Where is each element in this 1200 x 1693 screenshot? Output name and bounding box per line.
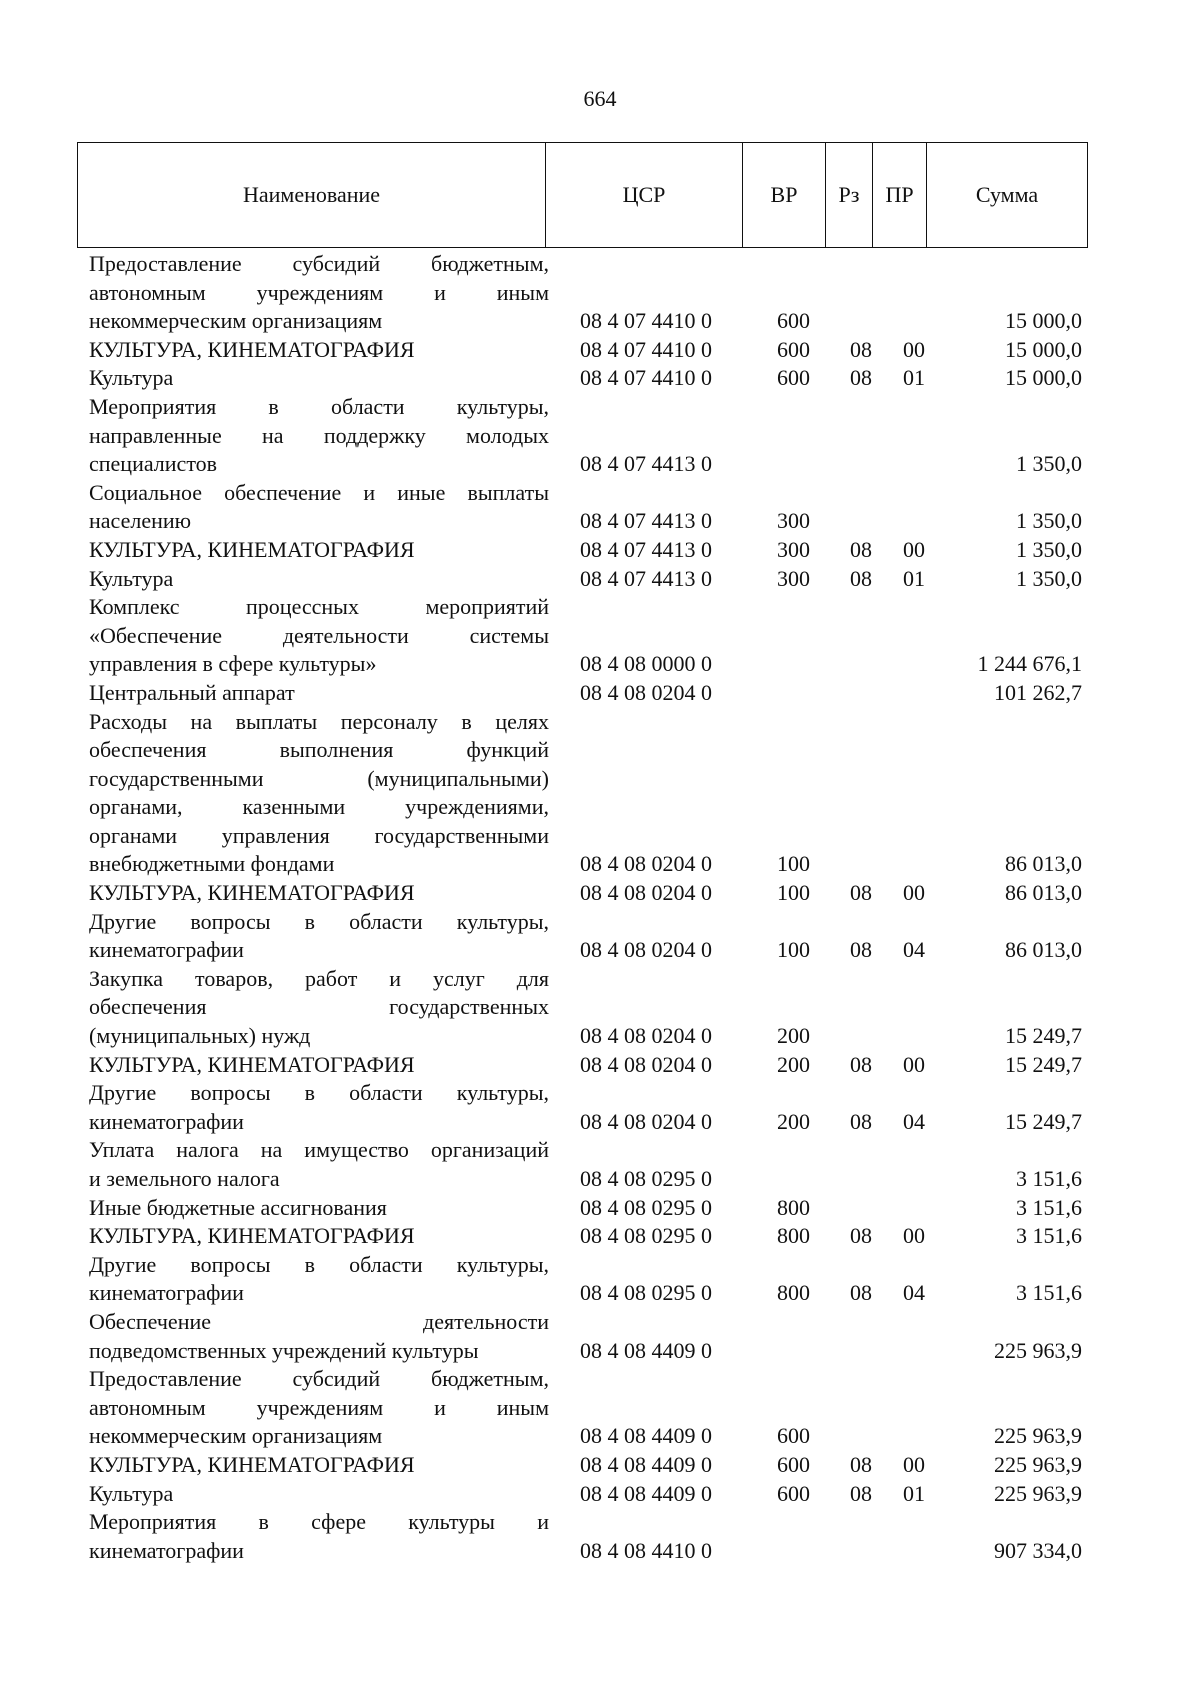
- row-sum: 1 244 676,1: [977, 651, 1082, 677]
- table-row: [0, 708, 1200, 880]
- table-row: [0, 1136, 1200, 1193]
- row-pr: 01: [903, 365, 925, 391]
- row-rz: 08: [850, 365, 872, 391]
- row-pr: 00: [903, 536, 925, 562]
- row-sum: 3 151,6: [1016, 1280, 1082, 1306]
- row-rz: 08: [850, 1051, 872, 1077]
- row-name: [89, 1508, 549, 1565]
- row-csr: 08 4 08 4409 0: [580, 1451, 712, 1477]
- row-name-line: Другие вопросы в области культуры,: [89, 1251, 549, 1277]
- table-row: [0, 250, 1200, 336]
- row-vr: 300: [777, 565, 810, 591]
- row-csr: 08 4 07 4413 0: [580, 508, 712, 534]
- row-pr: 01: [903, 565, 925, 591]
- row-csr: 08 4 08 0204 0: [580, 851, 712, 877]
- row-name-line: Обеспечение деятельности: [89, 1308, 549, 1334]
- page-number: 664: [583, 86, 617, 111]
- table-body: [0, 250, 1200, 1565]
- row-csr: 08 4 08 4409 0: [580, 1337, 712, 1363]
- row-name: [89, 1308, 549, 1365]
- row-name-line: населению: [89, 508, 192, 534]
- row-sum: 225 963,9: [994, 1337, 1082, 1363]
- row-name-line: автономным учреждениям и иным: [89, 279, 549, 305]
- row-name-line: Иные бюджетные ассигнования: [89, 1194, 387, 1220]
- row-csr: 08 4 07 4410 0: [580, 308, 712, 334]
- row-rz: 08: [850, 1451, 872, 1477]
- row-sum: 1 350,0: [1016, 508, 1082, 534]
- row-name-line: Закупка товаров, работ и услуг для: [89, 965, 549, 991]
- row-name: [89, 593, 549, 679]
- row-name: [89, 1194, 549, 1223]
- table-row: [0, 1508, 1200, 1565]
- row-csr: 08 4 08 0295 0: [580, 1280, 712, 1306]
- row-name-line: подведомственных учреждений культуры: [89, 1337, 479, 1363]
- row-rz: 08: [850, 1108, 872, 1134]
- row-rz: 08: [850, 1280, 872, 1306]
- table-header: [77, 142, 1088, 248]
- row-sum: 225 963,9: [994, 1423, 1082, 1449]
- row-name-line: Культура: [89, 365, 174, 391]
- row-sum: 86 013,0: [1005, 880, 1082, 906]
- row-name-line: Другие вопросы в области культуры,: [89, 1080, 549, 1106]
- row-sum: 1 350,0: [1016, 565, 1082, 591]
- table-row: [0, 536, 1200, 565]
- row-vr: 800: [777, 1194, 810, 1220]
- row-name: [89, 1079, 549, 1136]
- row-sum: 15 249,7: [1005, 1051, 1082, 1077]
- row-csr: 08 4 08 0000 0: [580, 651, 712, 677]
- row-sum: 15 249,7: [1005, 1023, 1082, 1049]
- row-name-line: кинематографии: [89, 1280, 244, 1306]
- row-name-line: Культура: [89, 565, 174, 591]
- row-pr: 00: [903, 1223, 925, 1249]
- table-row: [0, 879, 1200, 908]
- table-row: [0, 364, 1200, 393]
- row-sum: 3 151,6: [1016, 1166, 1082, 1191]
- row-name: [89, 708, 549, 880]
- row-name-line: внебюджетными фондами: [89, 851, 335, 877]
- row-vr: 600: [777, 365, 810, 391]
- row-csr: 08 4 07 4413 0: [580, 565, 712, 591]
- table-row: [0, 1222, 1200, 1251]
- row-pr: 00: [903, 880, 925, 906]
- row-rz: 08: [850, 336, 872, 362]
- row-csr: 08 4 08 0295 0: [580, 1194, 712, 1220]
- table-row: [0, 1308, 1200, 1365]
- row-name-line: управления в сфере культуры»: [89, 651, 377, 677]
- row-name-line: Предоставление субсидий бюджетным,: [89, 251, 549, 276]
- row-pr: 00: [903, 1051, 925, 1077]
- row-name: [89, 364, 549, 393]
- table-row: [0, 679, 1200, 708]
- row-sum: 86 013,0: [1005, 937, 1082, 963]
- row-name: [89, 679, 549, 708]
- row-name: [89, 1451, 549, 1480]
- row-csr: 08 4 08 4409 0: [580, 1423, 712, 1449]
- row-name-line: КУЛЬТУРА, КИНЕМАТОГРАФИЯ: [89, 536, 415, 562]
- row-name: [89, 393, 549, 479]
- table-row: [0, 393, 1200, 479]
- row-vr: 800: [777, 1280, 810, 1306]
- header-name: Наименование: [78, 143, 546, 247]
- table-row: [0, 479, 1200, 536]
- row-name: [89, 250, 549, 336]
- row-name: [89, 1251, 549, 1308]
- row-pr: 04: [903, 937, 925, 963]
- row-sum: 15 000,0: [1005, 336, 1082, 362]
- row-sum: 907 334,0: [994, 1537, 1082, 1563]
- row-rz: 08: [850, 1480, 872, 1506]
- table-row: [0, 1079, 1200, 1136]
- row-sum: 15 000,0: [1005, 308, 1082, 334]
- row-csr: 08 4 08 0204 0: [580, 880, 712, 906]
- row-name-line: специалистов: [89, 451, 218, 477]
- row-vr: 600: [777, 1480, 810, 1506]
- row-vr: 600: [777, 336, 810, 362]
- row-name-line: КУЛЬТУРА, КИНЕМАТОГРАФИЯ: [89, 1451, 415, 1477]
- row-sum: 225 963,9: [994, 1451, 1082, 1477]
- row-name-line: органами управления государственными: [89, 822, 549, 848]
- row-vr: 800: [777, 1223, 810, 1249]
- row-pr: 00: [903, 1451, 925, 1477]
- row-name-line: органами, казенными учреждениями,: [89, 794, 549, 820]
- row-name-line: обеспечения государственных: [89, 994, 549, 1020]
- row-name-line: Расходы на выплаты персоналу в целях: [89, 708, 549, 734]
- row-name: [89, 879, 549, 908]
- row-csr: 08 4 07 4410 0: [580, 336, 712, 362]
- row-csr: 08 4 08 0204 0: [580, 1023, 712, 1049]
- row-name-line: некоммерческим организациям: [89, 1423, 383, 1449]
- table-row: [0, 908, 1200, 965]
- row-sum: 3 151,6: [1016, 1194, 1082, 1220]
- row-vr: 300: [777, 536, 810, 562]
- row-name-line: Социальное обеспечение и иные выплаты: [89, 479, 549, 505]
- table-row: [0, 1051, 1200, 1080]
- row-name-line: КУЛЬТУРА, КИНЕМАТОГРАФИЯ: [89, 336, 415, 362]
- row-csr: 08 4 08 0204 0: [580, 937, 712, 963]
- row-name: [89, 1222, 549, 1251]
- row-vr: 200: [777, 1108, 810, 1134]
- row-csr: 08 4 07 4410 0: [580, 365, 712, 391]
- row-csr: 08 4 08 0295 0: [580, 1223, 712, 1249]
- table-row: [0, 1194, 1200, 1223]
- row-name-line: обеспечения выполнения функций: [89, 737, 549, 763]
- row-vr: 200: [777, 1051, 810, 1077]
- row-name-line: и земельного налога: [89, 1166, 280, 1191]
- row-csr: 08 4 08 0295 0: [580, 1166, 712, 1191]
- row-rz: 08: [850, 1223, 872, 1249]
- header-rz: Рз: [826, 143, 873, 247]
- row-name-line: направленные на поддержку молодых: [89, 422, 549, 448]
- table-row: [0, 1365, 1200, 1451]
- header-csr: ЦСР: [546, 143, 743, 247]
- row-pr: 01: [903, 1480, 925, 1506]
- row-name-line: (муниципальных) нужд: [89, 1023, 311, 1049]
- row-name-line: кинематографии: [89, 1108, 244, 1134]
- row-name-line: Культура: [89, 1480, 174, 1506]
- row-vr: 600: [777, 1451, 810, 1477]
- row-csr: 08 4 08 0204 0: [580, 679, 712, 705]
- row-name-line: Мероприятия в сфере культуры и: [89, 1509, 549, 1535]
- row-sum: 1 350,0: [1016, 451, 1082, 477]
- header-sum: Сумма: [975, 182, 1039, 207]
- row-vr: 100: [777, 851, 810, 877]
- table-row: [0, 1451, 1200, 1480]
- row-pr: 04: [903, 1280, 925, 1306]
- row-sum: 15 000,0: [1005, 365, 1082, 391]
- row-pr: 00: [903, 336, 925, 362]
- row-name-line: государственными (муниципальными): [89, 765, 549, 791]
- row-name-line: КУЛЬТУРА, КИНЕМАТОГРАФИЯ: [89, 880, 415, 906]
- row-sum: 86 013,0: [1005, 851, 1082, 877]
- row-sum: 3 151,6: [1016, 1223, 1082, 1249]
- row-sum: 101 262,7: [994, 679, 1082, 705]
- row-name: [89, 479, 549, 536]
- row-rz: 08: [850, 880, 872, 906]
- row-sum: 1 350,0: [1016, 536, 1082, 562]
- row-name-line: Уплата налога на имущество организаций: [89, 1137, 549, 1163]
- row-name-line: «Обеспечение деятельности системы: [89, 622, 549, 648]
- row-rz: 08: [850, 536, 872, 562]
- row-name-line: Предоставление субсидий бюджетным,: [89, 1366, 549, 1392]
- row-name-line: автономным учреждениям и иным: [89, 1394, 549, 1420]
- row-name: [89, 908, 549, 965]
- table-row: [0, 1251, 1200, 1308]
- header-vr: ВР: [743, 143, 826, 247]
- row-name-line: Центральный аппарат: [89, 679, 295, 705]
- row-name: [89, 336, 549, 365]
- row-name-line: кинематографии: [89, 937, 244, 963]
- row-name-line: КУЛЬТУРА, КИНЕМАТОГРАФИЯ: [89, 1223, 415, 1249]
- row-csr: 08 4 07 4413 0: [580, 536, 712, 562]
- row-name-line: Мероприятия в области культуры,: [89, 393, 549, 419]
- row-csr: 08 4 07 4413 0: [580, 451, 712, 477]
- row-vr: 200: [777, 1023, 810, 1049]
- row-vr: 300: [777, 508, 810, 534]
- row-vr: 600: [777, 1423, 810, 1449]
- row-csr: 08 4 08 0204 0: [580, 1108, 712, 1134]
- row-name: [89, 1136, 549, 1193]
- row-rz: 08: [850, 565, 872, 591]
- row-name: [89, 536, 549, 565]
- row-vr: 100: [777, 880, 810, 906]
- row-name: [89, 1480, 549, 1509]
- row-csr: 08 4 08 4410 0: [580, 1537, 712, 1563]
- table-row: [0, 965, 1200, 1051]
- row-name-line: кинематографии: [89, 1537, 244, 1563]
- row-name-line: КУЛЬТУРА, КИНЕМАТОГРАФИЯ: [89, 1051, 415, 1077]
- row-name: [89, 1365, 549, 1451]
- table-row: [0, 336, 1200, 365]
- row-name-line: Комплекс процессных мероприятий: [89, 594, 549, 620]
- row-csr: 08 4 08 4409 0: [580, 1480, 712, 1506]
- row-name: [89, 965, 549, 1051]
- row-csr: 08 4 08 0204 0: [580, 1051, 712, 1077]
- table-row: [0, 565, 1200, 594]
- row-name-line: некоммерческим организациям: [89, 308, 383, 334]
- row-vr: 100: [777, 937, 810, 963]
- row-name-line: Другие вопросы в области культуры,: [89, 908, 549, 934]
- row-pr: 04: [903, 1108, 925, 1134]
- row-sum: 225 963,9: [994, 1480, 1082, 1506]
- row-rz: 08: [850, 937, 872, 963]
- table-row: [0, 593, 1200, 679]
- table-row: [0, 1480, 1200, 1509]
- row-name: [89, 1051, 549, 1080]
- row-sum: 15 249,7: [1005, 1108, 1082, 1134]
- row-vr: 600: [777, 308, 810, 334]
- header-pr: ПР: [873, 143, 927, 247]
- row-name: [89, 565, 549, 594]
